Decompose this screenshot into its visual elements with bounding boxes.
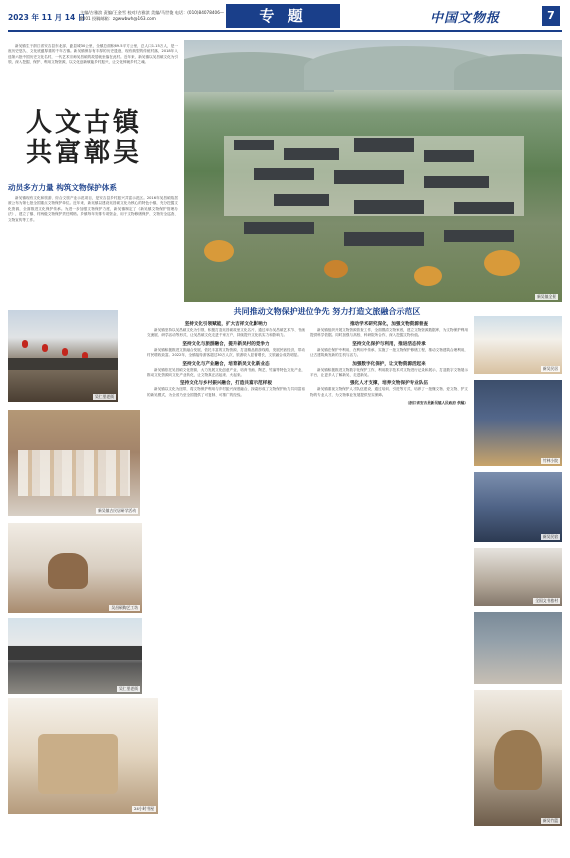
newspaper-name: 中国文物报 [430,11,501,26]
bamboo-yard-photo [474,380,562,466]
r4-caption: 全国文书旅村 [535,598,558,603]
r2-caption: 竹林小院 [542,458,558,463]
subheading: 坚持文化与产业融合，培育新吴文化新业态 [182,361,270,367]
r1-caption: 新吴民居 [542,366,558,371]
section-heading: 动员多方力量 构筑文物保护体系 [8,183,117,192]
page-number: 7 [542,6,560,26]
issue-date: 2023 年 11 月 14 日 [8,13,86,22]
body-text: 新吴镇在保护中利用，在利用中传承，实施了一批文物保护修缮工程，推动文物建筑合理利用，让古建筑焕发新的生机与活力。 [310,347,468,358]
body-text: 新吴镇重视文物保护人才队伍建设，通过培训、引进等方式，培养了一批懂文物、爱文物、护文物的专业人才，为文物事业发展提供坚实保障。 [310,387,468,397]
body-text: 新吴镇依托吴昌硕文化资源，大力发展文化创意产业，培育书画、陶艺、竹编等特色文化产业，推动文化资源向文化产业转化，让文物真正活起来、火起来。 [147,367,305,378]
subheading: 坚持文化与旅游融合，提升新吴村的竞争力 [182,341,270,347]
aerial-town-photo [184,40,562,302]
subheading: 推动学术研究深化，加强文物资源普查 [349,322,429,327]
bamboo-basket-photo [474,690,562,826]
subheading: 坚持文化与乡村振兴融合，打造共富示范样板 [180,381,272,387]
subheading: 坚持文化引领赋能，扩大吉祥文化影响力 [184,322,268,327]
intro-paragraph: 新吴镇生于浙江省安吉县东北部，距县城30公里，全镇总面积69.5平方公里，总人口1.15万人，是一座历史悠久、文化底蕴厚重的千年古镇。新吴镇保存有丰厚的历史遗迹，现有典型的传统村落，2018年入选第六批中国历史文化名村，一代艺术宗师吴昌硕的故居就坐落在此村。近年来，新吴镇以吴昌硕文化为引领，深入挖掘、保护、利用文物资源，以文化创新赋能乡村振兴，让文化铸就乡村之魂。 [8,44,178,65]
students-caption: 新吴镇古民居研学活动 [98,508,136,513]
article-column-1 [147,322,305,398]
students-photo [8,410,140,516]
calligraphy-title: 人文古镇 共富鄣吴 [26,108,143,168]
footer-credit: （浙江省安吉县新吴镇人民政府 供稿） [405,401,468,406]
section-body: 新吴镇现有文化和旅游、综合文旅产业示范项目，是安吉县乡村振兴共富示范区。2016年吴昌硕故居被公布为第七批全国重点文物保护单位。近年来，新吴镇以建设吴昌硕文化为核心的特色小镇，充分挖掘文化资源，全面推进文化保护传承。为进一步加强文物保护力度，新吴镇制定了《新吴镇文物保护管理办法》，建立了镇、村两级文物保护责任网格。乡镇每年安排专项资金，用于文物修缮保护、文物安全巡查、文物宣传等工作。 [8,196,178,222]
culture-village-photo [474,548,562,606]
r3-caption: 新吴民宿 [542,534,558,539]
main-headline: 共同推动文物保护进位争先 努力打造文旅融合示范区 [233,307,421,316]
village-square-photo [474,612,562,684]
body-text: 新吴镇以文化为纽带，将文物保护利用与乡村振兴深度融合，探索形成了文物保护助力共同富裕的新吴模式，为全省乃至全国提供了可复制、可推广的经验。 [147,387,305,397]
body-text: 新吴镇组织开展文物资源普查工作，全面摸清文物家底，建立文物资源数据库，为文物保护利用提供科学依据。同时加强与高校、科研院所合作，深入挖掘文物价值。 [310,328,468,338]
article-column-2 [310,322,468,407]
rooftops-photo [8,618,142,694]
rooftops-caption: 吴仁里老街 [119,686,138,691]
body-text: 新吴镇积极推进文旅融合发展，依托丰富的文物资源，打造精品旅游线路，发展民宿经济，带动村民增收致富。2022年，全镇接待游客超过30万人次，旅游收入显著增长，文旅融合成效明显。 [147,347,305,358]
pottery-caption: 吴昌硕陶艺工坊 [111,605,138,610]
subheading: 加强数字化保护，让文物资源活起来 [352,361,426,367]
lanterns-caption: 吴仁里老街 [95,394,114,399]
body-text: 新吴镇积极推进文物数字化保护工作，利用数字技术对文物进行记录和展示，打造数字文物展示平台，让更多人了解新吴、走进新吴。 [310,367,468,378]
body-text: 新吴镇坚持以吴昌硕文化为引领，积极打造吴昌硕故里文化名片，通过举办吴昌硕艺术节、书画交流展、研学活动等形式，让吴昌硕文化走进千家万户，持续提升文化软实力和影响力。 [147,328,305,338]
pottery-photo [8,523,142,613]
section-label: 专 题 [226,4,340,28]
subheading: 坚持文化保护与利用，推进活态传承 [352,341,426,347]
lantern-street-photo [8,310,118,402]
residence-photo [474,316,562,374]
r6-caption: 新吴竹篮 [542,818,558,823]
aerial-caption: 新吴镇全景 [537,294,556,299]
editor-credits: 主编/吉雅滨 责编/王金雪 校对/吉雅滨 美编/马世俊 电话：(010)84078406—8001 投稿邮箱：zgwwbwh@163.com [80,10,225,21]
homestay-photo [474,472,562,542]
craft-caption: 24小时书屋 [133,806,154,811]
bookshop-photo [8,698,158,814]
header-rule [8,30,562,32]
subheading: 强化人才支撑，培养文物保护专业队伍 [349,381,429,387]
